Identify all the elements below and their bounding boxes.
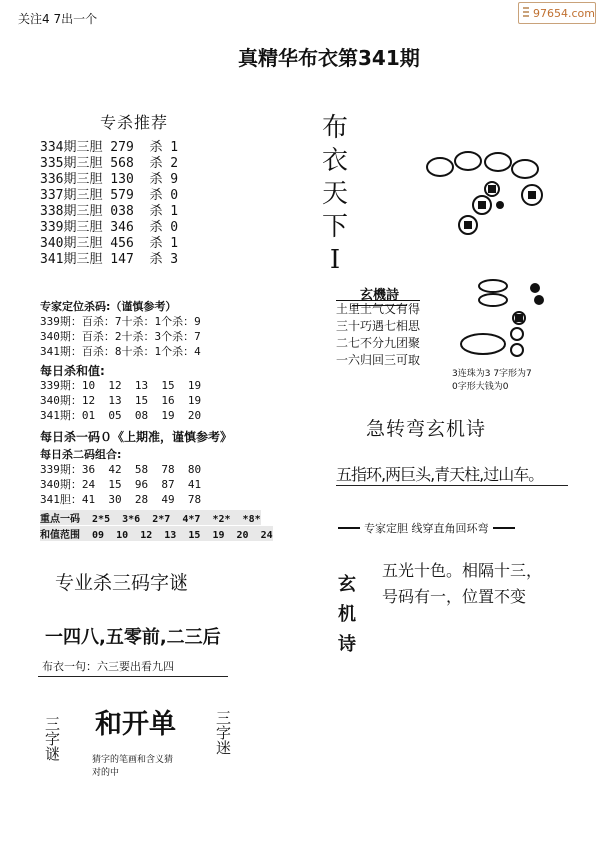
position-row: 341期：百杀：8十杀：1个杀：4 bbox=[40, 345, 201, 358]
xuanji-line: 土里土气又有得 bbox=[336, 302, 421, 316]
bead-figure-bottom bbox=[455, 278, 550, 363]
title-char: 天 bbox=[322, 179, 349, 209]
recommend-row: 338期三胆 038 杀 1 bbox=[40, 204, 179, 219]
xuan-poem-line: 号码有一，位置不变 bbox=[382, 587, 527, 606]
focus-row: 重点一码 2*5 3*6 2*7 4*7 *2* *8* bbox=[40, 510, 261, 525]
buyi-line: 布衣一句：六三要出看九四 bbox=[42, 660, 174, 673]
position-row: 340期：百杀：2十杀：3个杀：7 bbox=[40, 330, 201, 343]
logo-lines-icon bbox=[523, 7, 529, 19]
xuanji-line: 三十巧遇七相思 bbox=[336, 319, 421, 333]
center-riddle: 和开单 bbox=[95, 709, 176, 740]
bead-note: 0字形大钱为0 bbox=[452, 382, 509, 392]
xuanji-poem bbox=[336, 300, 420, 369]
expert-row bbox=[338, 520, 515, 536]
recommend-row: 339期三胆 346 杀 0 bbox=[40, 220, 179, 235]
bead-figure-top bbox=[420, 145, 550, 245]
recommend-row: 336期三胆 130 杀 9 bbox=[40, 172, 179, 187]
xuanji-line: 一六归回三可取 bbox=[336, 353, 421, 367]
sum-row: 340期：12 13 15 16 19 bbox=[40, 394, 202, 407]
sum-row: 339期：10 12 13 15 19 bbox=[40, 379, 202, 392]
position-row: 339期：百杀：7十杀：1个杀：9 bbox=[40, 315, 201, 328]
sum-title: 每日杀和值: bbox=[40, 364, 105, 378]
right-riddle-label: 三字迷 bbox=[214, 710, 232, 755]
top-note: 关注4 7出一个 bbox=[18, 12, 98, 26]
title-char: 诗 bbox=[338, 634, 356, 655]
position-table bbox=[40, 314, 201, 359]
sum-range-row: 和值范围 09 10 12 13 15 19 20 24 bbox=[40, 526, 273, 541]
left-riddle-label: 三字谜 bbox=[43, 716, 61, 761]
recommend-row: 341期三胆 147 杀 3 bbox=[40, 252, 179, 267]
jizhuan-title: 急转弯玄机诗 bbox=[366, 418, 487, 440]
xuan-vertical-title bbox=[338, 570, 356, 660]
riddle-underline bbox=[38, 676, 228, 677]
buyi-vertical-title bbox=[322, 112, 348, 277]
recommend-row: 337期三胆 579 杀 0 bbox=[40, 188, 179, 203]
site-url: 97654.com bbox=[533, 6, 595, 20]
pair-row: 339期：36 42 58 78 80 bbox=[40, 463, 202, 476]
recommend-row: 335期三胆 568 杀 2 bbox=[40, 156, 179, 171]
bead-note: 3连珠为3 7字形为7 bbox=[452, 369, 532, 379]
recommend-table bbox=[40, 140, 178, 268]
title-char: 玄 bbox=[338, 574, 356, 595]
title-char: 布 bbox=[322, 113, 349, 143]
sum-row: 341期：01 05 08 19 20 bbox=[40, 409, 202, 422]
page-title: 真精华布衣第341期 bbox=[238, 46, 420, 70]
small-note: 对的中 bbox=[92, 768, 120, 778]
site-watermark bbox=[518, 2, 596, 24]
dash-line bbox=[493, 527, 515, 529]
expert-line: 专家定胆 线穿直角回环弯 bbox=[364, 522, 489, 535]
xuanji-line: 二七不分九团聚 bbox=[336, 336, 421, 350]
riddle-title: 专业杀三码字谜 bbox=[55, 572, 189, 594]
daily-title: 每日杀一码０《上期准，谨慎参考》 bbox=[40, 430, 233, 444]
title-char: 衣 bbox=[322, 146, 349, 176]
title-char: 下 bbox=[322, 212, 349, 242]
small-note: 猜字的笔画和含义猜 bbox=[92, 755, 174, 765]
pair-table bbox=[40, 462, 201, 507]
pair-title: 每日杀二码组合: bbox=[40, 448, 122, 461]
recommend-row: 340期三胆 456 杀 1 bbox=[40, 236, 179, 251]
xuanji-title: 玄機詩 bbox=[352, 284, 407, 306]
riddle-line: 一四八,五零前,二三后 bbox=[45, 627, 221, 648]
pair-row: 341胆：41 30 28 49 78 bbox=[40, 493, 202, 506]
pair-row: 340期：24 15 96 87 41 bbox=[40, 478, 202, 491]
xuan-poem-line: 五光十色。相隔十三， bbox=[382, 561, 543, 580]
sum-table bbox=[40, 378, 201, 423]
jizhuan-underline bbox=[336, 485, 568, 486]
jizhuan-line: 五指环,两巨头,青天柱,过山车。 bbox=[336, 465, 544, 484]
dash-line bbox=[338, 527, 360, 529]
position-title: 专家定位杀码:（谨慎参考） bbox=[40, 300, 177, 313]
title-char: I bbox=[329, 245, 341, 275]
recommend-title: 专杀推荐 bbox=[100, 113, 169, 132]
recommend-row: 334期三胆 279 杀 1 bbox=[40, 140, 179, 155]
title-char: 机 bbox=[338, 604, 356, 625]
